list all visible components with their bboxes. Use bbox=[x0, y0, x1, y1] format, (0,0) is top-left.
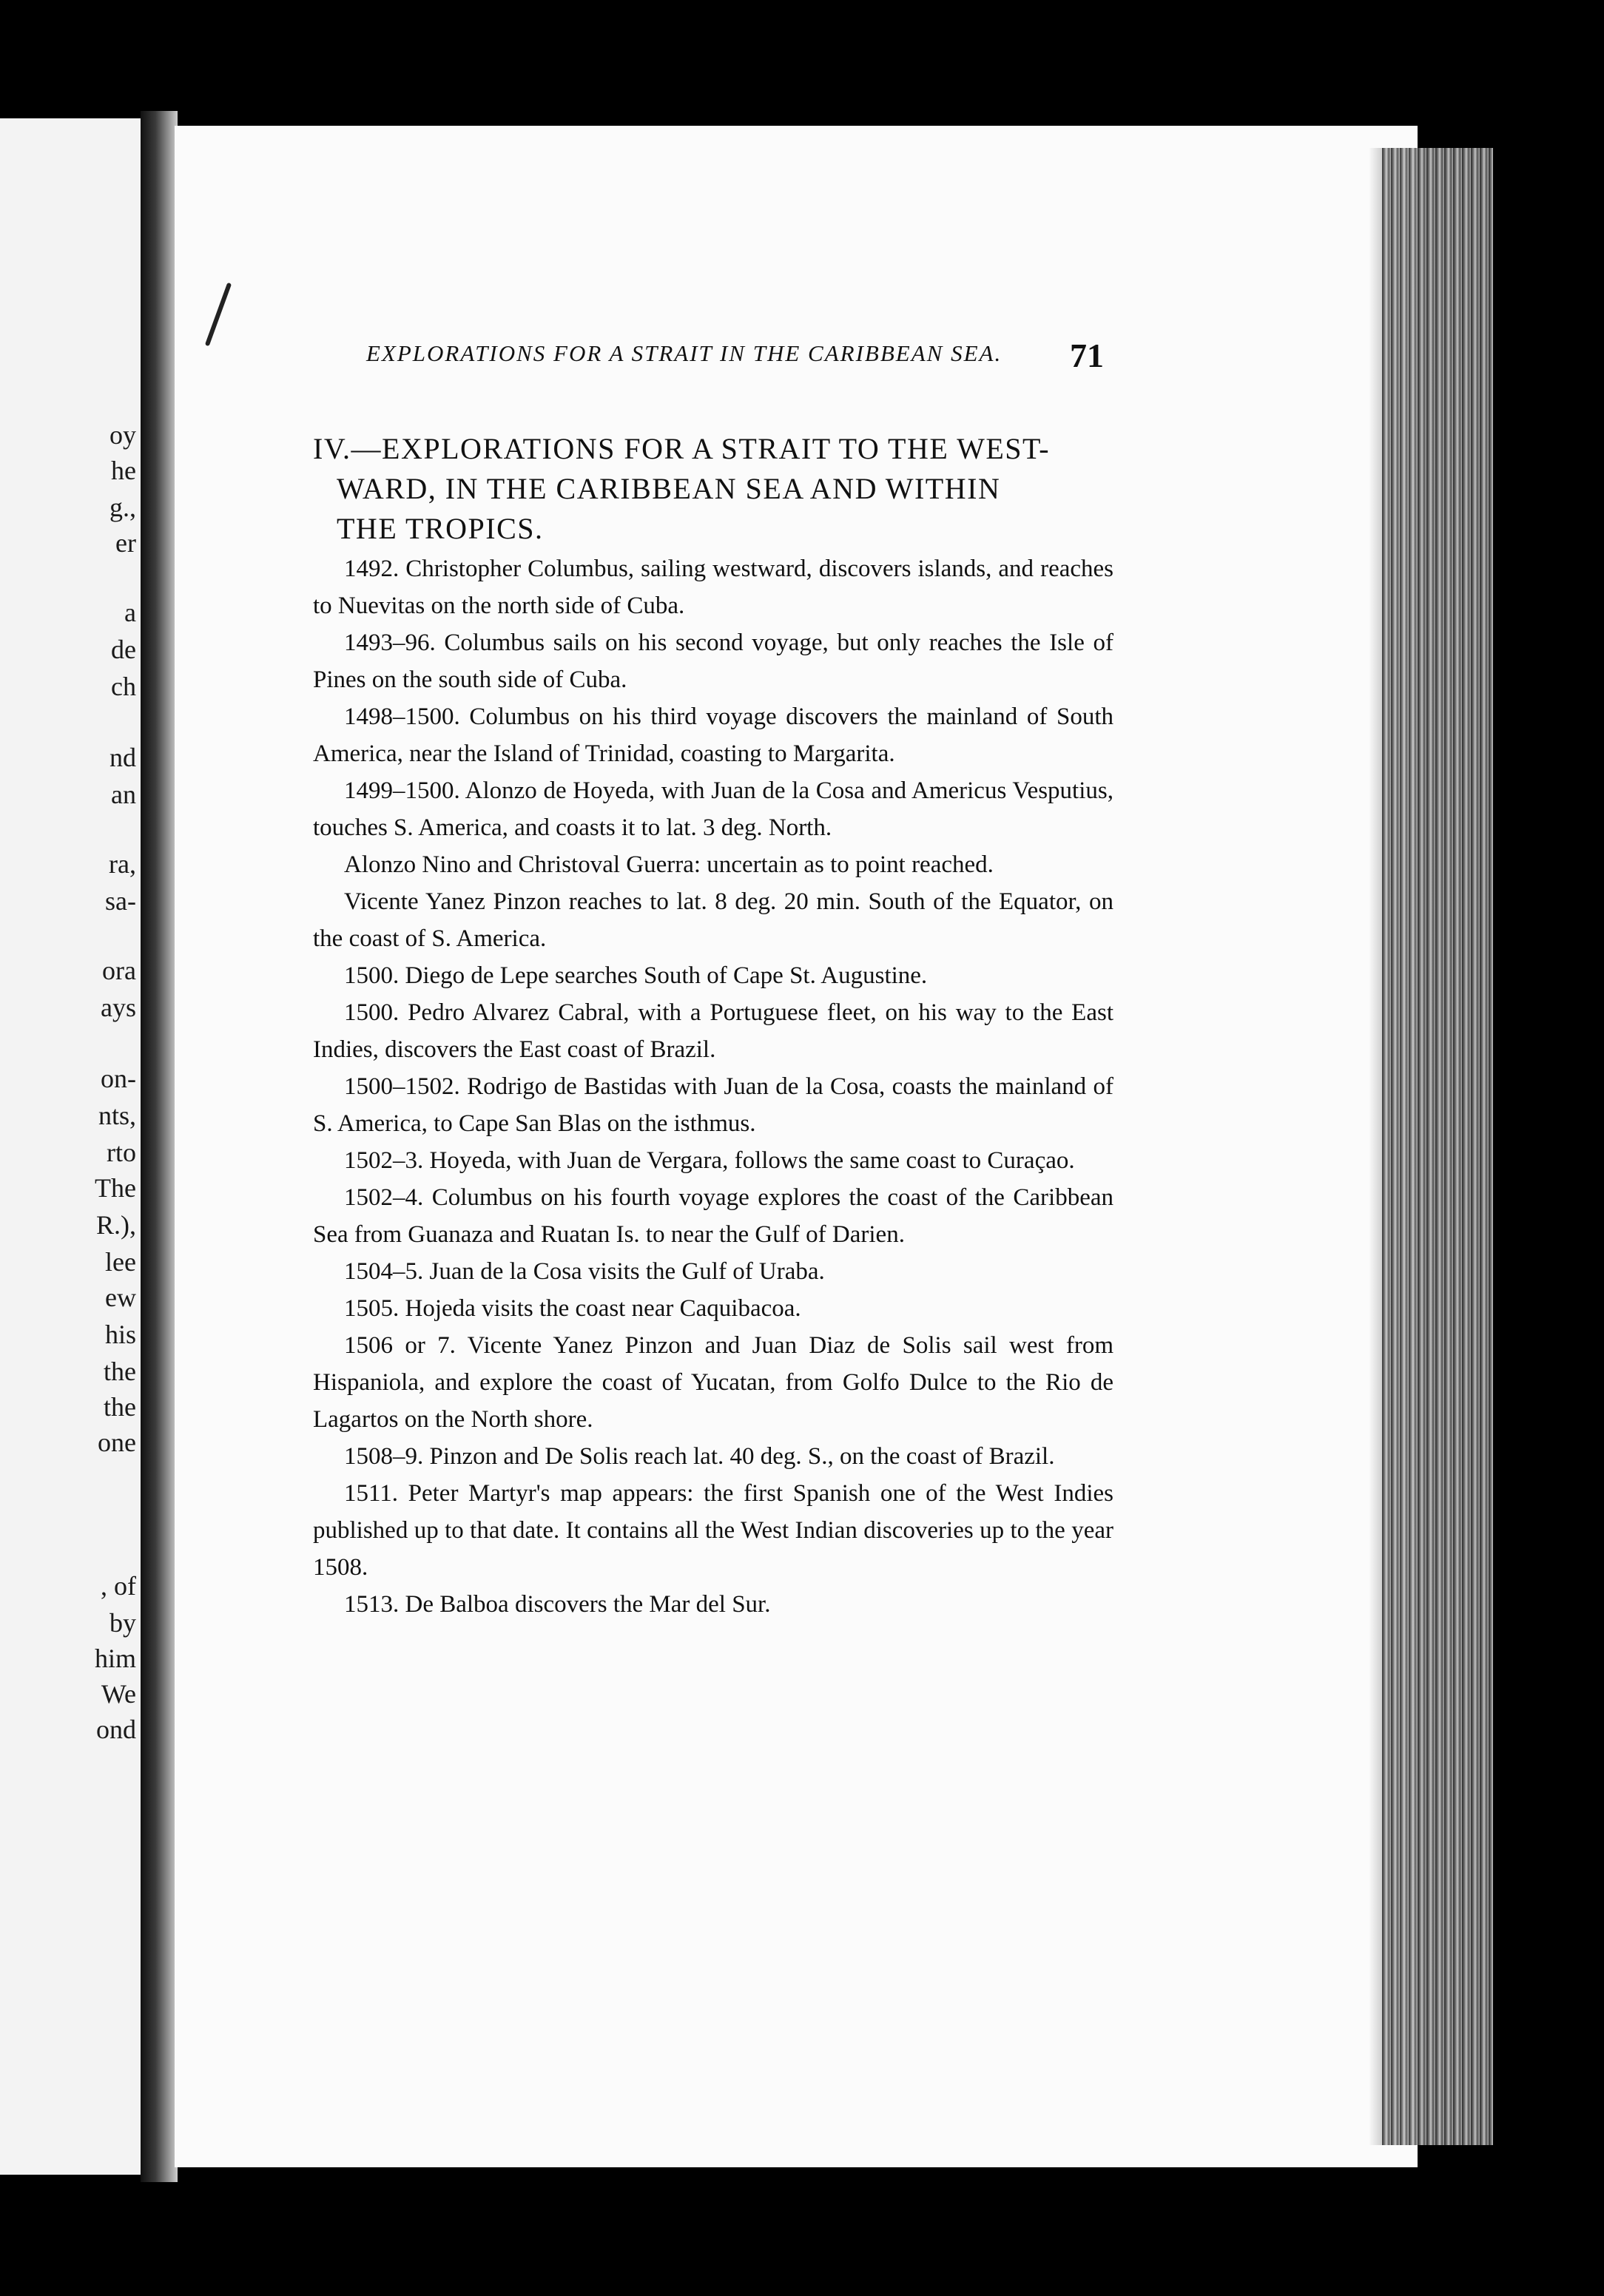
left-fragment: ond bbox=[96, 1715, 136, 1744]
left-fragment: by bbox=[109, 1608, 136, 1638]
left-fragment: he bbox=[111, 456, 136, 485]
left-fragment: er bbox=[115, 528, 136, 558]
chronology-entry: 1511. Peter Martyr's map appears: the first Spanish one of the West Indies published up to that date. It contains all the West Indian discoveries up to the year 1508. bbox=[313, 1480, 1113, 1581]
book-fore-edge bbox=[1382, 148, 1493, 2145]
page-number: 71 bbox=[1070, 337, 1104, 374]
section-heading-line: IV.—EXPLORATIONS FOR A STRAIT TO THE WEST- bbox=[313, 432, 1051, 465]
left-fragment: his bbox=[104, 1320, 136, 1349]
left-facing-page bbox=[0, 118, 141, 2175]
chronology-entry: 1504–5. Juan de la Cosa visits the Gulf of Uraba. bbox=[344, 1258, 825, 1285]
left-fragment: , of bbox=[101, 1571, 136, 1601]
left-fragment: ays bbox=[101, 993, 136, 1022]
left-fragment: nts, bbox=[98, 1101, 136, 1130]
section-heading-line: WARD, IN THE CARIBBEAN SEA AND WITHIN bbox=[337, 472, 1001, 505]
chronology-entry: Vicente Yanez Pinzon reaches to lat. 8 deg. 20 min. South of the Equator, on the coast of S. America. bbox=[313, 888, 1113, 952]
chronology-entry: 1502–3. Hoyeda, with Juan de Vergara, follows the same coast to Curaçao. bbox=[344, 1147, 1075, 1174]
left-fragment: rto bbox=[107, 1138, 136, 1167]
left-fragment: an bbox=[111, 780, 136, 809]
left-fragment: one bbox=[98, 1428, 136, 1457]
chronology-entry: 1508–9. Pinzon and De Solis reach lat. 40 deg. S., on the coast of Brazil. bbox=[344, 1443, 1055, 1470]
left-fragment: sa- bbox=[105, 886, 136, 916]
chronology-entry: 1506 or 7. Vicente Yanez Pinzon and Juan Diaz de Solis sail west from Hispaniola, and explore the coast of Yucatan, from Golfo Dulce to the Rio de Lagartos on the North shore. bbox=[313, 1332, 1113, 1433]
chronology-entry: 1500–1502. Rodrigo de Bastidas with Juan de la Cosa, coasts the mainland of S. America, to Cape San Blas on the isthmus. bbox=[313, 1073, 1113, 1137]
left-fragment: a bbox=[124, 598, 136, 627]
left-fragment: The bbox=[95, 1173, 136, 1203]
left-fragment: the bbox=[104, 1392, 136, 1422]
chronology-entry: Alonzo Nino and Christoval Guerra: uncertain as to point reached. bbox=[344, 851, 994, 878]
left-fragment: ra, bbox=[109, 849, 136, 879]
chronology-entry: 1500. Diego de Lepe searches South of Cape St. Augustine. bbox=[344, 962, 928, 989]
left-fragment: ora bbox=[102, 956, 136, 985]
left-fragment: R.), bbox=[96, 1210, 136, 1240]
left-fragment: him bbox=[94, 1644, 136, 1673]
left-fragment: ew bbox=[105, 1283, 136, 1312]
running-head: EXPLORATIONS FOR A STRAIT IN THE CARIBBEAN SEA. bbox=[366, 340, 1002, 366]
chronology-entries bbox=[313, 550, 1113, 1623]
left-fragment: ch bbox=[111, 672, 136, 701]
left-fragment: the bbox=[104, 1357, 136, 1386]
chronology-entry: 1500. Pedro Alvarez Cabral, with a Portuguese fleet, on his way to the East Indies, discovers the East coast of Brazil. bbox=[313, 999, 1113, 1063]
book-gutter bbox=[141, 111, 178, 2182]
left-fragment: oy bbox=[109, 420, 136, 450]
left-fragment: nd bbox=[109, 743, 136, 772]
chronology-entry: 1505. Hojeda visits the coast near Caquibacoa. bbox=[344, 1295, 801, 1322]
chronology-entry: 1492. Christopher Columbus, sailing westward, discovers islands, and reaches to Nuevitas on the north side of Cuba. bbox=[313, 556, 1113, 619]
section-heading bbox=[313, 429, 1134, 549]
chronology-entry: 1493–96. Columbus sails on his second voyage, but only reaches the Isle of Pines on the south side of Cuba. bbox=[313, 629, 1113, 693]
left-fragment: de bbox=[111, 635, 136, 664]
chronology-entry: 1502–4. Columbus on his fourth voyage explores the coast of the Caribbean Sea from Guanaza and Ruatan Is. to near the Gulf of Darien. bbox=[313, 1184, 1113, 1248]
left-fragment: We bbox=[101, 1679, 136, 1709]
left-fragment: on- bbox=[101, 1064, 136, 1093]
chronology-entry: 1498–1500. Columbus on his third voyage discovers the mainland of South America, near the Island of Trinidad, coasting to Margarita. bbox=[313, 703, 1113, 767]
chronology-entry: 1499–1500. Alonzo de Hoyeda, with Juan de la Cosa and Americus Vesputius, touches S. America, and coasts it to lat. 3 deg. North. bbox=[313, 777, 1113, 841]
left-fragment: g., bbox=[109, 493, 136, 522]
left-fragment: lee bbox=[105, 1247, 136, 1277]
chronology-entry: 1513. De Balboa discovers the Mar del Sur. bbox=[344, 1591, 771, 1618]
section-heading-line: THE TROPICS. bbox=[337, 512, 544, 545]
